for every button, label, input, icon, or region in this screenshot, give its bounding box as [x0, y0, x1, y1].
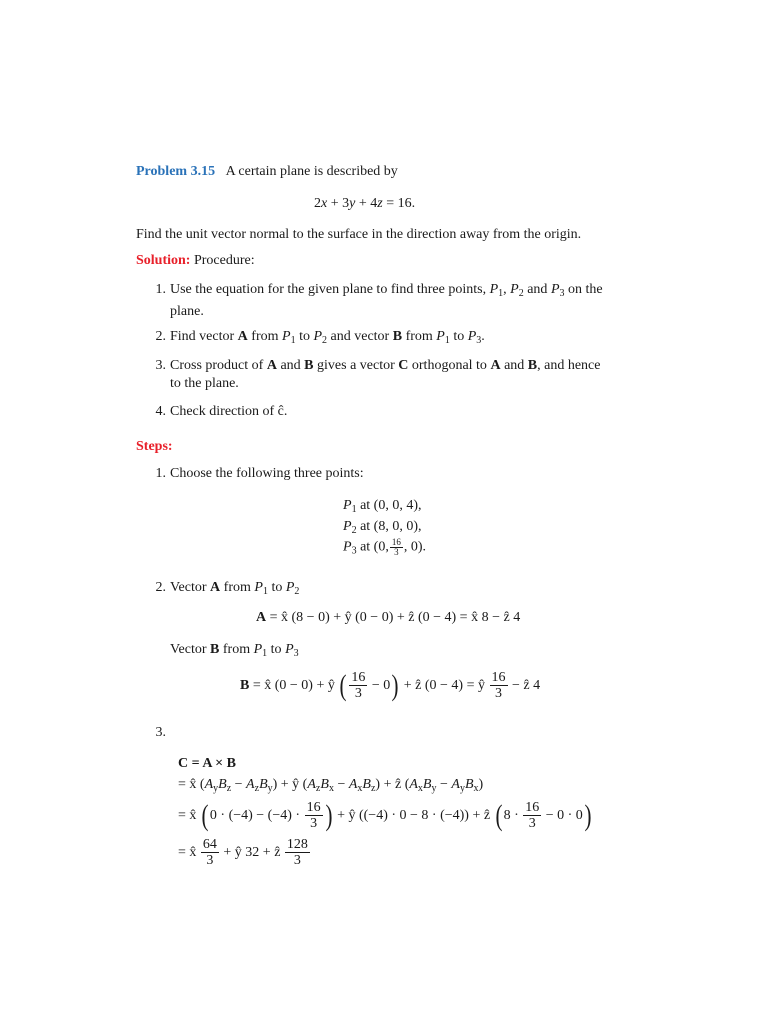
procedure-item-2: Find vector A from $P_1$ to $P_2$ and vector B from $P_1$ to $P_3$. [170, 329, 485, 346]
procedure-item-4: Check direction of ĉ. [170, 404, 288, 419]
procedure-num-3: 3. [155, 358, 166, 373]
vector-b-line: Vector B from $P_1$ to $P_3$ [170, 642, 299, 659]
procedure-item-3: Cross product of A and B gives a vector C orthogonal to A and B, and hence to the plane. [170, 358, 601, 391]
solution-label: Solution: [136, 253, 191, 268]
procedure-word: Procedure: [193, 253, 255, 268]
procedure-num-2: 2. [155, 329, 166, 344]
problem-statement: A certain plane is described by [225, 164, 398, 179]
step-num-1: 1. [155, 466, 166, 481]
step-item-2: Vector A from $P_1$ to $P_2$ [170, 580, 300, 597]
procedure-num-1: 1. [155, 282, 166, 297]
problem-label: Problem 3.15 [136, 164, 216, 179]
c-line-1: C = A × B [178, 756, 236, 771]
c-line-2: = x̂ $(A_yB_z - A_zB_y)$ + ŷ $(A_zB_x - A_xB_z)$ + ẑ $(A_xB_y - A_yB_x)$ [178, 777, 484, 794]
step-item-1: Choose the following three points: [170, 466, 364, 481]
step-num-3: 3. [155, 725, 166, 740]
solution-line [136, 252, 255, 270]
problem-question: Find the unit vector normal to the surface in the direction away from the origin. [136, 227, 582, 242]
equation-a: A = x̂ (8 − 0) + ŷ (0 − 0) + ẑ (0 − 4) = x̂ 8 − ẑ 4 [256, 610, 521, 625]
point-p2: $P_2$ at (8, 0, 0), [343, 519, 422, 536]
problem-line [136, 163, 398, 181]
c-line-4: = x̂ $\frac{64}{3}$ + ŷ 32 + ẑ $\frac{128}{3}$ [178, 837, 308, 869]
procedure-num-4: 4. [155, 404, 166, 419]
plane-equation: 2x + 3y + 4z = 16. [314, 196, 416, 211]
steps-label: Steps: [136, 439, 173, 454]
equation-b: B = x̂ (0 − 0) + ŷ ( $\frac{16}{3}$ − 0) + ẑ (0 − 4) = ŷ $\frac{16}{3}$ − ẑ 4 [240, 668, 541, 702]
step-num-2: 2. [155, 580, 166, 595]
c-line-3: = x̂ ( 0 · (−4) − (−4) · $\frac{16}{3}$ ) + ŷ ((−4) · 0 − 8 · (−4)) + ẑ ( 8 · $\frac{16}{3}$ − 0 · 0) [178, 798, 592, 832]
point-p1: $P_1$ at (0, 0, 4), [343, 498, 422, 515]
point-p3: $P_3$ at (0, $\frac{16}{3}$ , 0). [343, 537, 426, 557]
procedure-item-1: Use the equation for the given plane to find three points, $P_1$, $P_2$ and $P_3$ on the plane. [170, 282, 603, 319]
